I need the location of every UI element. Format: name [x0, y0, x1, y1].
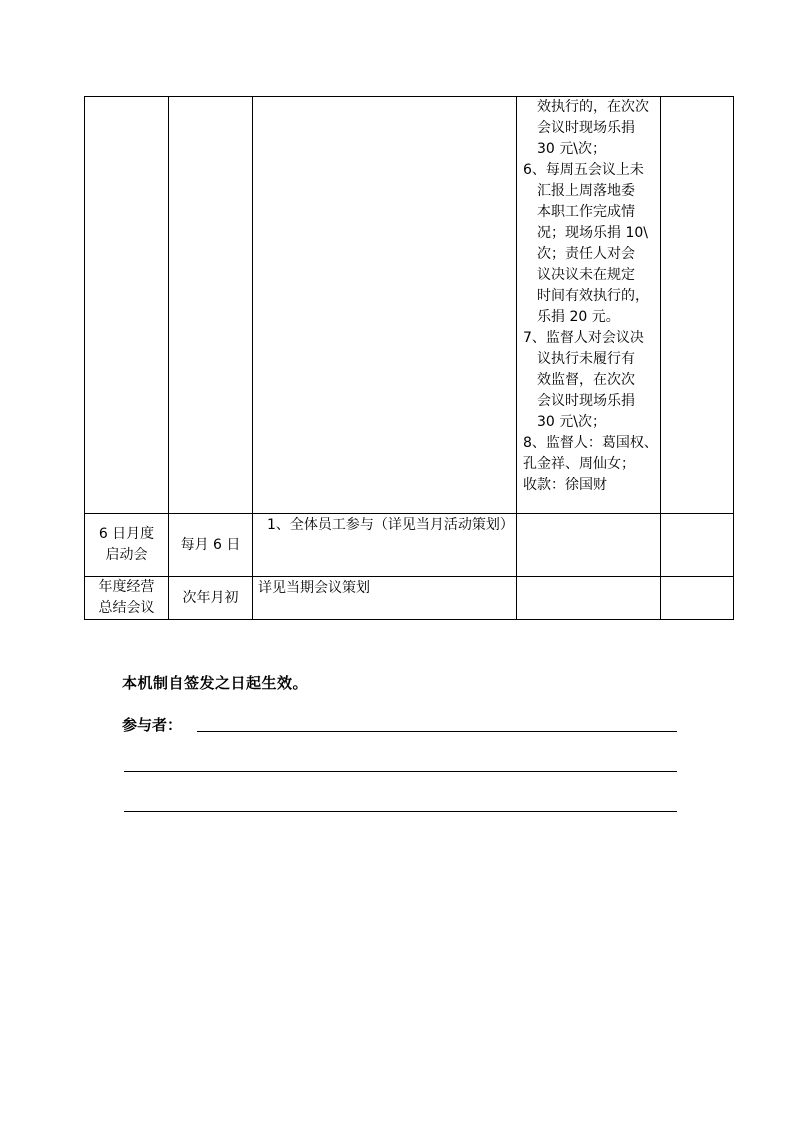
- penalty-rule-line: 孔金祥、周仙女；: [523, 456, 635, 472]
- meeting-name-cell: [85, 97, 169, 514]
- meeting-name-line: 启动会: [105, 547, 148, 563]
- penalty-cell: [517, 97, 661, 514]
- penalty-rule-line: 本职工作完成情: [537, 204, 635, 220]
- meeting-name-line: 总结会议: [98, 600, 155, 616]
- penalty-rule-line: 效执行的，在次次: [537, 99, 649, 115]
- penalty-rule-line: 30 元\次；: [537, 414, 606, 430]
- table-row: [85, 514, 734, 577]
- meeting-time-cell: [169, 577, 253, 620]
- penalty-rule-line: 乐捐 20 元。: [537, 309, 620, 325]
- penalty-rule-line: 8、监督人：葛国权、: [523, 435, 658, 451]
- meeting-name-cell: [85, 514, 169, 577]
- penalty-rule-line: 收款：徐国财: [523, 477, 607, 493]
- remark-cell: [661, 514, 734, 577]
- meeting-time-text: 每月 6 日: [180, 536, 241, 553]
- signature-line[interactable]: [124, 771, 677, 772]
- penalty-cell: [517, 577, 661, 620]
- meeting-content-text: 详见当期会议策划: [258, 580, 370, 596]
- penalty-rule-line: 议执行未履行有: [537, 351, 635, 367]
- penalty-rules-list: [517, 97, 660, 496]
- meeting-name-line: 年度经营: [98, 579, 155, 595]
- penalty-rule-line: 议决议未在规定: [537, 267, 635, 283]
- remark-cell: [661, 577, 734, 620]
- penalty-rule-line: 况；现场乐捐 10\: [537, 225, 648, 241]
- signature-line[interactable]: [197, 731, 677, 732]
- meeting-time-cell: [169, 97, 253, 514]
- penalty-rule-line: 30 元\次；: [537, 141, 606, 157]
- participants-label: 参与者：: [122, 716, 183, 734]
- meeting-name-line: 6 日月度: [98, 526, 155, 542]
- meeting-content-cell: [253, 577, 517, 620]
- penalty-rule-line: 效监督，在次次: [537, 372, 635, 388]
- penalty-rule-line: 时间有效执行的，: [537, 288, 649, 304]
- table-row: [85, 577, 734, 620]
- remark-cell: [661, 97, 734, 514]
- meeting-time-cell: [169, 514, 253, 577]
- meeting-schedule-table: [84, 96, 734, 620]
- meeting-content-cell: [253, 97, 517, 514]
- table-row-continued: [85, 97, 734, 514]
- meeting-time-text: 次年月初: [182, 589, 239, 606]
- penalty-cell: [517, 514, 661, 577]
- penalty-rule-line: 汇报上周落地委: [537, 183, 635, 199]
- penalty-rule-line: 6、每周五会议上未: [523, 162, 644, 178]
- penalty-rule-line: 会议时现场乐捐: [537, 120, 635, 136]
- penalty-rule-line: 会议时现场乐捐: [537, 393, 635, 409]
- effective-date-note: 本机制自签发之日起生效。: [122, 674, 309, 692]
- penalty-rule-line: 次；责任人对会: [537, 246, 635, 262]
- meeting-name-cell: [85, 577, 169, 620]
- meeting-content-cell: [253, 514, 517, 577]
- signature-line[interactable]: [124, 811, 677, 812]
- meeting-content-text: 1、全体员工参与（详见当月活动策划）: [267, 517, 514, 533]
- penalty-rule-line: 7、监督人对会议决: [523, 330, 644, 346]
